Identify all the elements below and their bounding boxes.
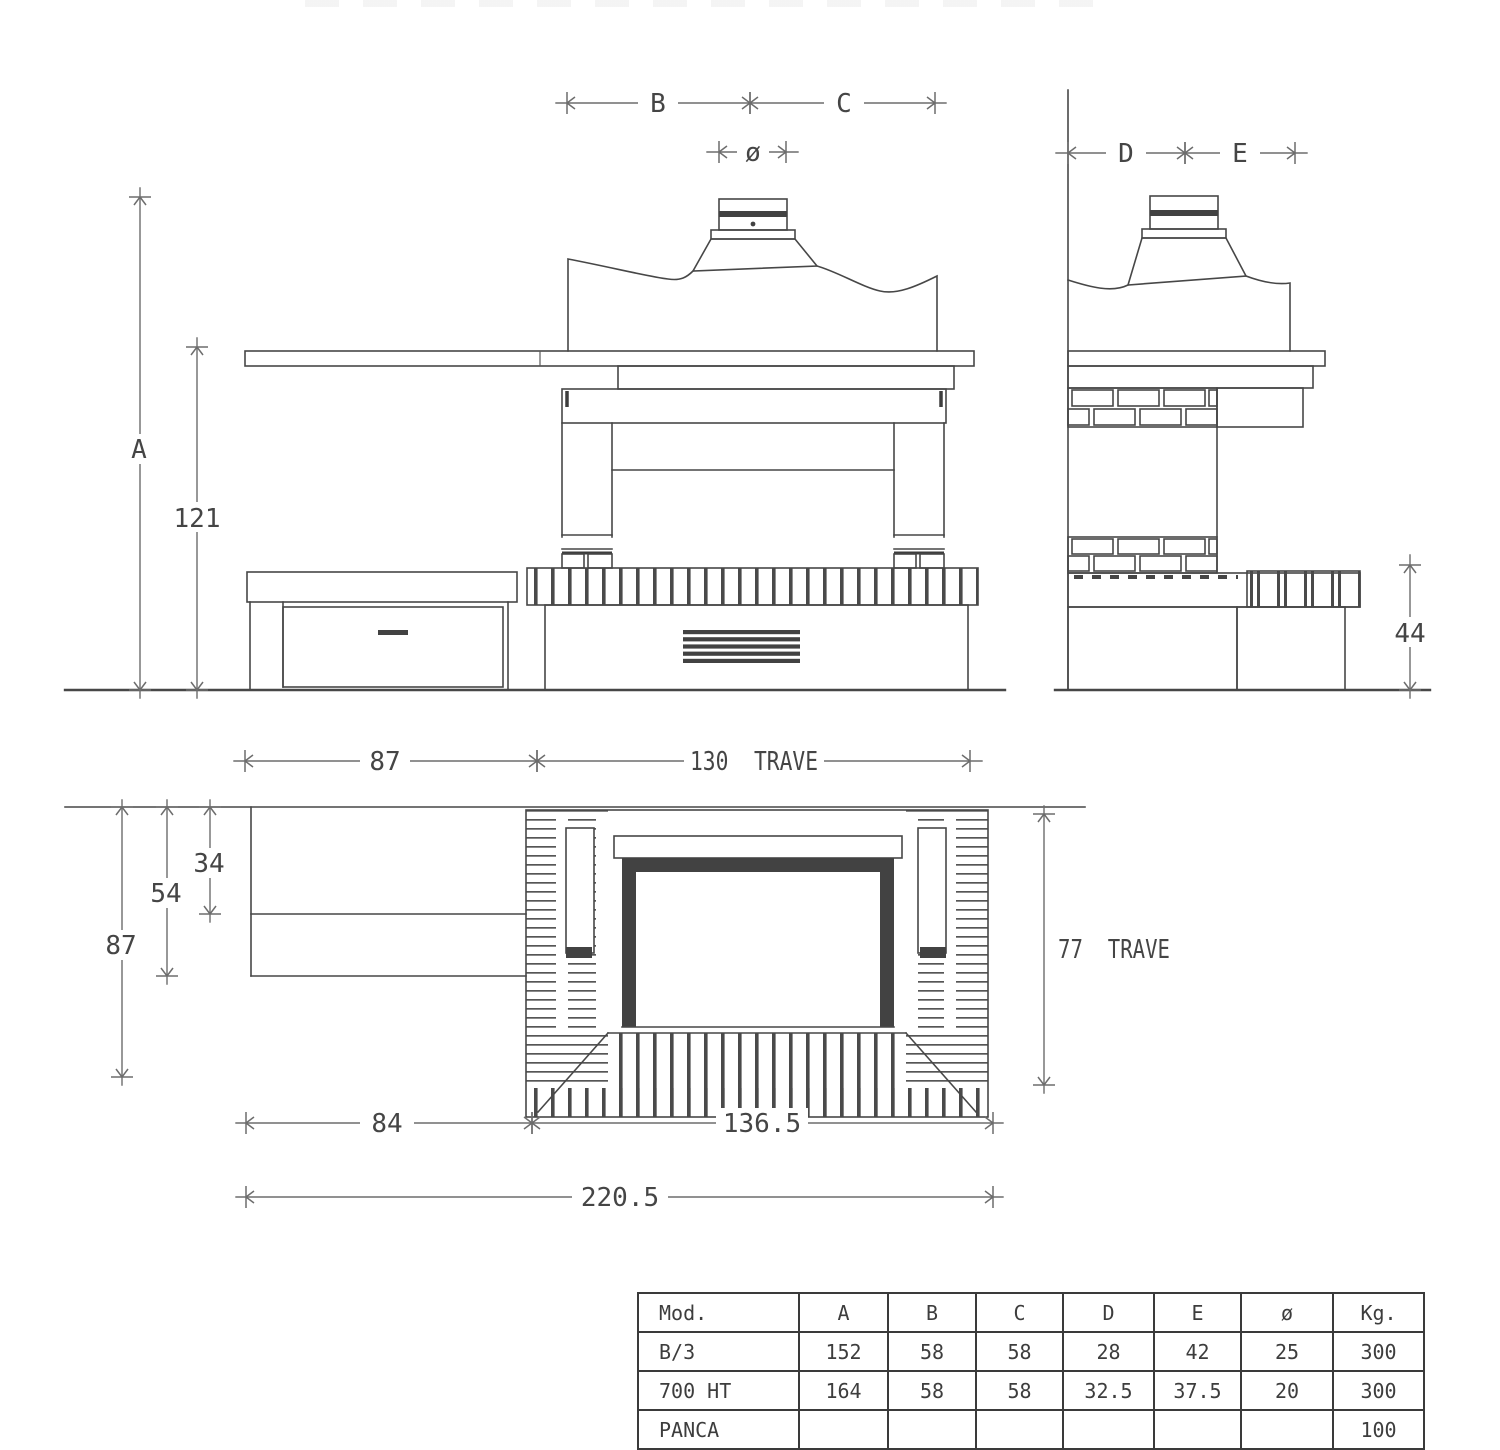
- dim-label-87-top: 87: [369, 747, 401, 777]
- brickwork-lower: [1068, 537, 1217, 573]
- dim-label-a: A: [131, 435, 147, 465]
- hearth-side: [1068, 571, 1360, 690]
- table-header-cell: ø: [1241, 1293, 1333, 1332]
- table-header-cell: C: [976, 1293, 1063, 1332]
- table-cell: 300: [1333, 1371, 1424, 1410]
- brickwork-upper: [1068, 388, 1217, 427]
- dim-label-77-trave: 77 TRAVE: [1058, 935, 1170, 965]
- table-row: [638, 1371, 1424, 1410]
- table-row: [638, 1410, 1424, 1449]
- table-cell: [976, 1410, 1063, 1449]
- table-cell: 32.5: [1063, 1371, 1154, 1410]
- dim-label-c: C: [836, 89, 852, 119]
- table-cell: 37.5: [1154, 1371, 1241, 1410]
- dim-label-130-trave: 130 TRAVE: [690, 747, 818, 777]
- table-header-cell: Kg.: [1333, 1293, 1424, 1332]
- flue-collar: [711, 230, 795, 239]
- flue-transition: [693, 239, 817, 271]
- dim-label-87-left: 87: [105, 931, 137, 961]
- bench-plan: [251, 807, 526, 976]
- columns-front: [562, 423, 944, 568]
- crown: [618, 366, 954, 389]
- front-dimensions: [124, 88, 946, 698]
- table-row: [638, 1332, 1424, 1371]
- table-header-cell: A: [799, 1293, 888, 1332]
- front-view: [65, 88, 1005, 698]
- table-cell: 152: [799, 1332, 888, 1371]
- fireplace-plan: [526, 810, 988, 1117]
- dim-label-220-5: 220.5: [580, 1183, 660, 1213]
- table-cell: 100: [1333, 1410, 1424, 1449]
- table-cell: 25: [1241, 1332, 1333, 1371]
- dim-label-d: D: [1118, 139, 1134, 169]
- table-cell: 700 HT: [638, 1371, 799, 1410]
- bench-front: [247, 572, 517, 689]
- dim-label-34: 34: [193, 849, 225, 879]
- table-cell: [1241, 1410, 1333, 1449]
- table-header-cell: Mod.: [638, 1293, 799, 1332]
- shelf-slab: [245, 351, 974, 366]
- table-cell: 28: [1063, 1332, 1154, 1371]
- table-cell: 42: [1154, 1332, 1241, 1371]
- spec-table: [637, 1292, 1423, 1450]
- mantel-front: [245, 351, 974, 423]
- side-dimensions: [1056, 138, 1434, 698]
- drawer-handle: [378, 630, 408, 635]
- table-cell: 58: [888, 1332, 976, 1371]
- hood-side: [1068, 196, 1290, 351]
- dim-label-121: 121: [173, 504, 221, 534]
- bench-drawer: [283, 607, 503, 687]
- side-view: [1055, 90, 1434, 698]
- table-cell: 20: [1241, 1371, 1333, 1410]
- table-header-row: [638, 1293, 1424, 1332]
- beam-trave: [562, 389, 946, 423]
- dim-label-diameter: ø: [745, 138, 761, 168]
- vent-grille: [683, 630, 800, 663]
- dim-label-54: 54: [150, 879, 182, 909]
- table-cell: [1154, 1410, 1241, 1449]
- table-header-cell: E: [1154, 1293, 1241, 1332]
- dim-label-136-5: 136.5: [722, 1109, 802, 1139]
- dim-label-84: 84: [371, 1109, 403, 1139]
- mantel-side: [1068, 351, 1325, 427]
- dim-label-e: E: [1232, 139, 1248, 169]
- hearth-front: [527, 568, 978, 690]
- beam-return: [1217, 388, 1303, 427]
- table-cell: 58: [888, 1371, 976, 1410]
- table-cell: 58: [976, 1332, 1063, 1371]
- table-cell: [799, 1410, 888, 1449]
- plan-view: [65, 746, 1170, 1213]
- table-cell: PANCA: [638, 1410, 799, 1449]
- firebox-frame: [622, 858, 894, 1027]
- table-cell: 58: [976, 1371, 1063, 1410]
- dim-label-b: B: [650, 89, 666, 119]
- table-cell: B/3: [638, 1332, 799, 1371]
- table-header-cell: B: [888, 1293, 976, 1332]
- table-cell: 300: [1333, 1332, 1424, 1371]
- table-cell: [1063, 1410, 1154, 1449]
- table-cell: 164: [799, 1371, 888, 1410]
- hood-front: [568, 199, 937, 351]
- dim-label-44: 44: [1394, 619, 1426, 649]
- table-header-cell: D: [1063, 1293, 1154, 1332]
- table-cell: [888, 1410, 976, 1449]
